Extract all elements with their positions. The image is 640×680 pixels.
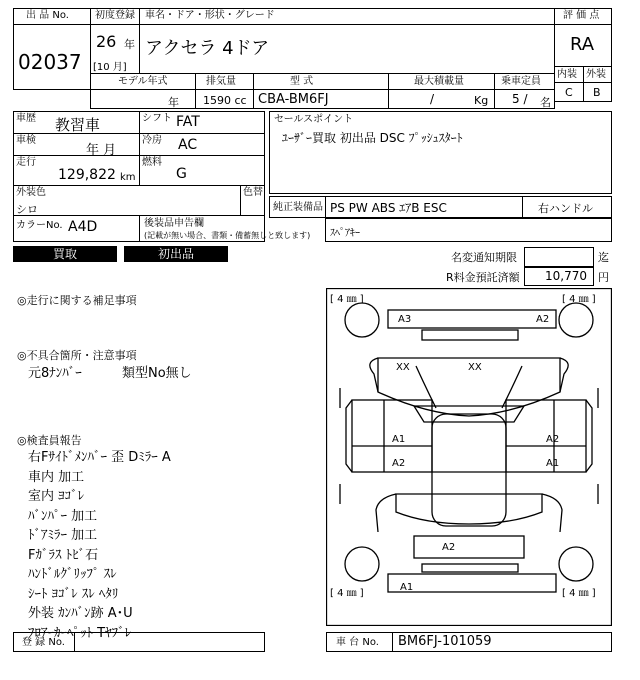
tire-depth-rear-right: [ 4 ㎜ ] (562, 588, 596, 599)
equipment-label: 純正装備品 (273, 202, 323, 213)
tire-depth-front-left: [ 4 ㎜ ] (330, 294, 364, 305)
grade-score: RA (570, 34, 595, 55)
damage-diagram (326, 288, 612, 626)
exterior-grade: B (593, 86, 601, 99)
aftermarket-label: 後装品申告欄 (144, 218, 204, 229)
sales-point-label: セールスポイント (274, 114, 354, 125)
model-type-label: 型 式 (290, 76, 314, 87)
shift: FAT (176, 114, 200, 130)
model-type: CBA-BM6FJ (258, 92, 329, 107)
inspector-line: ﾊﾝﾄﾞﾙｸﾞﾘｯﾌﾟ ｽﾚ (28, 567, 117, 582)
tag-first-listing: 初出品 (124, 246, 228, 262)
inspector-line: 外装 ｶﾝﾊﾞﾝ跡 A･U (28, 606, 133, 621)
transfer-deadline-box (524, 247, 594, 267)
mark-right-rear-door: A1 (546, 458, 560, 469)
chassis-number: BM6FJ-101059 (398, 634, 492, 649)
equipment: PS PW ABS ｴｱB ESC (330, 201, 447, 215)
tire-front-left (345, 303, 379, 337)
roof (432, 414, 506, 526)
max-load-unit: Kg (474, 94, 489, 107)
grade-label: 評 価 点 (563, 10, 600, 21)
tire-rear-left (345, 547, 379, 581)
mark-left-front-door: A1 (392, 434, 406, 445)
first-registration-month: [10 月] (93, 62, 127, 73)
mileage-label: 走行 (16, 157, 36, 168)
inspector-line: ﾊﾞﾝﾊﾟｰ 加工 (28, 508, 98, 524)
color-change-label: 色替 (243, 187, 263, 198)
interior-label: 内装 (557, 69, 577, 80)
defect-line-2: 類型No無し (122, 366, 192, 381)
aftermarket: ｽﾍﾟｱｷｰ (330, 228, 360, 239)
mark-right-front-door: A2 (546, 434, 560, 445)
tire-rear-right (559, 547, 593, 581)
first-registration-label: 初度登録 (95, 10, 135, 21)
mileage-unit: km (120, 172, 136, 183)
recycle-fee-unit: 円 (598, 271, 609, 284)
inspector-line: ﾌﾛｱｰｶｰﾍﾟｯﾄ Tﾔﾌﾞﾚ (28, 625, 132, 641)
mark-trunk: A2 (442, 542, 456, 553)
displacement: 1590 cc (203, 94, 247, 107)
capacity-label: 乗車定員 (501, 76, 541, 87)
lot-number: 02037 (18, 50, 82, 74)
mark-hood-left: XX (396, 362, 410, 373)
tag-buyback: 買取 (13, 246, 117, 262)
recycle-fee-label: R料金預託済額 (446, 271, 520, 284)
recycle-fee: 10,770 (545, 269, 587, 283)
inspector-heading: ◎検査員報告 (17, 434, 82, 447)
inspection: 年 月 (86, 143, 117, 158)
tire-front-right (559, 303, 593, 337)
inspector-line: 右Fｻｲﾄﾞﾒﾝﾊﾞｰ 歪 Dﾐﾗｰ A (28, 450, 171, 465)
history-label: 車歴 (16, 113, 36, 124)
max-load: / (430, 92, 435, 106)
trunk (396, 494, 542, 524)
front-bumper (388, 310, 556, 328)
ac: AC (178, 137, 198, 153)
mark-front-bumper-left: A3 (398, 314, 412, 325)
defects-heading: ◎不具合箇所・注意事項 (17, 349, 137, 362)
shift-label: シフト (142, 113, 172, 124)
driving-notes-heading: ◎走行に関する補足事項 (17, 294, 137, 307)
lot-number-label: 出 品 No. (26, 10, 69, 21)
handle-side: 右ハンドル (538, 202, 593, 215)
transfer-deadline-unit: 迄 (598, 251, 609, 264)
inspector-line: Fｶﾞﾗｽ ﾄﾋﾞ石 (28, 547, 99, 563)
first-registration-year-unit: 年 (124, 38, 135, 51)
displacement-label: 排気量 (206, 76, 236, 87)
car-name-label: 車名・ドア・形状・グレード (145, 10, 275, 21)
car-name: アクセラ 4ドア (145, 38, 270, 59)
inspection-label: 車検 (16, 135, 36, 146)
interior-grade: C (565, 86, 573, 99)
aftermarket-note: (記載が無い場合、書類・備蓄無しと致します) (144, 231, 311, 240)
inspector-line: 室内 ﾖｺﾞﾚ (28, 489, 85, 504)
mark-hood-center: XX (468, 362, 482, 373)
ac-label: 冷房 (142, 135, 162, 146)
fuel: G (176, 166, 187, 182)
transfer-deadline-label: 名変通知期限 (451, 251, 517, 264)
mark-left-rear-door: A2 (392, 458, 406, 469)
first-registration-year: 26 (96, 32, 117, 51)
mileage: 129,822 (58, 167, 116, 183)
model-year-label: モデル年式 (118, 76, 168, 87)
capacity-unit: 名 (540, 96, 551, 109)
fuel-label: 燃料 (142, 157, 162, 168)
trunk-lid (414, 536, 524, 558)
mark-rear-bumper: A1 (400, 582, 414, 593)
max-load-label: 最大積載量 (414, 76, 464, 87)
mark-front-bumper-right: A2 (536, 314, 550, 325)
sales-point: ﾕｰｻﾞｰ買取 初出品 DSC ﾌﾟｯｼｭｽﾀｰﾄ (282, 131, 463, 145)
tire-depth-rear-left: [ 4 ㎜ ] (330, 588, 364, 599)
chassis-number-label: 車 台 No. (336, 637, 379, 648)
color: シロ (16, 203, 38, 216)
model-year-unit: 年 (168, 96, 179, 109)
color-label: 外装色 (16, 187, 46, 198)
inspector-line: 車内 加工 (28, 469, 85, 485)
inspector-line: ﾄﾞｱﾐﾗｰ 加工 (28, 528, 98, 543)
color-no-label: カラーNo. (16, 220, 63, 231)
tire-depth-front-right: [ 4 ㎜ ] (562, 294, 596, 305)
capacity: 5 / (512, 92, 528, 106)
inspector-line: ｼｰﾄ ﾖｺﾞﾚ ｽﾚ ﾍﾀﾘ (28, 586, 119, 602)
exterior-label: 外装 (586, 69, 606, 80)
registration-number-label: 登 録 No. (22, 637, 65, 648)
defect-line-1: 元8ﾅﾝﾊﾞｰ (28, 366, 82, 381)
aftermarket-box (325, 218, 612, 242)
color-no: A4D (68, 219, 98, 235)
history: 教習車 (55, 116, 101, 134)
